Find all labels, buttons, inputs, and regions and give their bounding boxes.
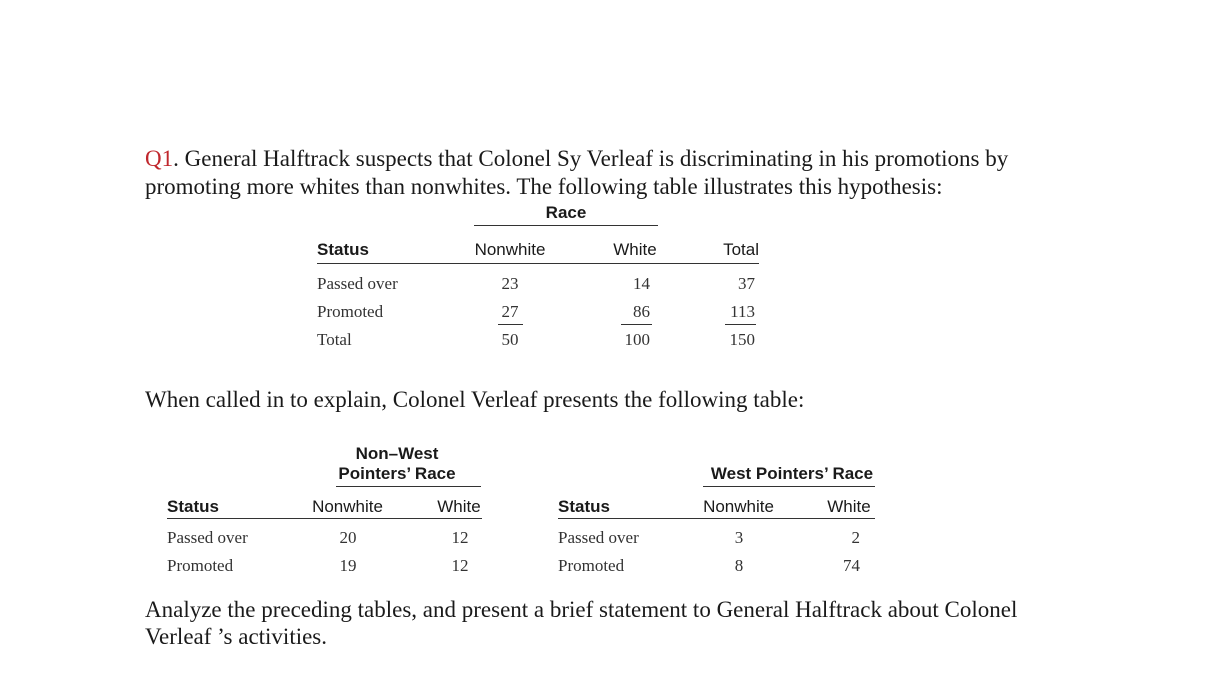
question-line-1: Q1. General Halftrack suspects that Colonel Sy Verleaf is discriminating in his promotions by	[145, 146, 1009, 171]
table1-header-rule	[317, 263, 759, 264]
table1-cell-total: 113	[730, 302, 755, 321]
table3-header-nonwhite: Nonwhite	[703, 497, 774, 516]
middle-text: When called in to explain, Colonel Verleaf presents the following table:	[145, 387, 805, 412]
table1-header-nonwhite: Nonwhite	[474, 240, 546, 259]
table1-cell-total: 37	[738, 274, 755, 293]
table2-cell-status: Promoted	[167, 556, 234, 575]
table3-cell-white: 2	[851, 528, 860, 547]
table3-cell-nonwhite: 8	[734, 556, 744, 575]
table2-group-rule	[336, 486, 481, 487]
table3-header-white: White	[827, 497, 871, 516]
table2-header-nonwhite: Nonwhite	[312, 497, 383, 516]
table1-cell-status: Passed over	[317, 274, 398, 293]
table1-header-total: Total	[723, 240, 759, 259]
table1-cell-total: 150	[729, 330, 755, 349]
table1-cell-nonwhite: 27	[501, 302, 519, 321]
table1-cell-white: 14	[633, 274, 650, 293]
table1-sum-rule-white	[621, 324, 652, 325]
table1-cell-nonwhite: 50	[501, 330, 519, 349]
table2-cell-status: Passed over	[167, 528, 248, 547]
table2-header-white: White	[437, 497, 481, 516]
table3-header-status: Status	[558, 497, 610, 516]
table1-cell-nonwhite: 23	[501, 274, 519, 293]
table2-cell-nonwhite: 19	[339, 556, 357, 575]
table1-header-status: Status	[317, 240, 369, 259]
table2-cell-white: 12	[451, 556, 469, 575]
table1-cell-white: 100	[624, 330, 650, 349]
table1-group-header: Race	[545, 203, 587, 222]
table3-group-rule	[703, 486, 875, 487]
table2-header-status: Status	[167, 497, 219, 516]
table3-group-header: West Pointers’ Race	[710, 464, 874, 483]
table1-sum-rule-total	[725, 324, 756, 325]
table1-cell-status: Promoted	[317, 302, 384, 321]
table3-header-rule	[558, 518, 875, 519]
table3-cell-status: Passed over	[558, 528, 639, 547]
table3-cell-nonwhite: 3	[734, 528, 744, 547]
table1-cell-white: 86	[633, 302, 650, 321]
table3-cell-white: 74	[843, 556, 860, 575]
closing-line-2: Verleaf ’s activities.	[145, 624, 328, 649]
question-number: Q1	[145, 146, 174, 171]
table2-header-rule	[167, 518, 482, 519]
question-line-2: promoting more whites than nonwhites. The following table illustrates this hypothesis:	[145, 174, 943, 199]
table1-header-white: White	[613, 240, 657, 259]
table1-cell-status: Total	[317, 330, 352, 349]
closing-line-1: Analyze the preceding tables, and present a brief statement to General Halftrack about Colonel	[145, 597, 1018, 622]
table3-cell-status: Promoted	[558, 556, 625, 575]
table1-sum-rule-nonwhite	[498, 324, 523, 325]
table2-group-header-line1: Non–West	[355, 444, 439, 463]
table1-group-rule	[474, 225, 658, 226]
table2-cell-white: 12	[451, 528, 469, 547]
table2-cell-nonwhite: 20	[339, 528, 357, 547]
table2-group-header-line2: Pointers’ Race	[338, 464, 456, 483]
